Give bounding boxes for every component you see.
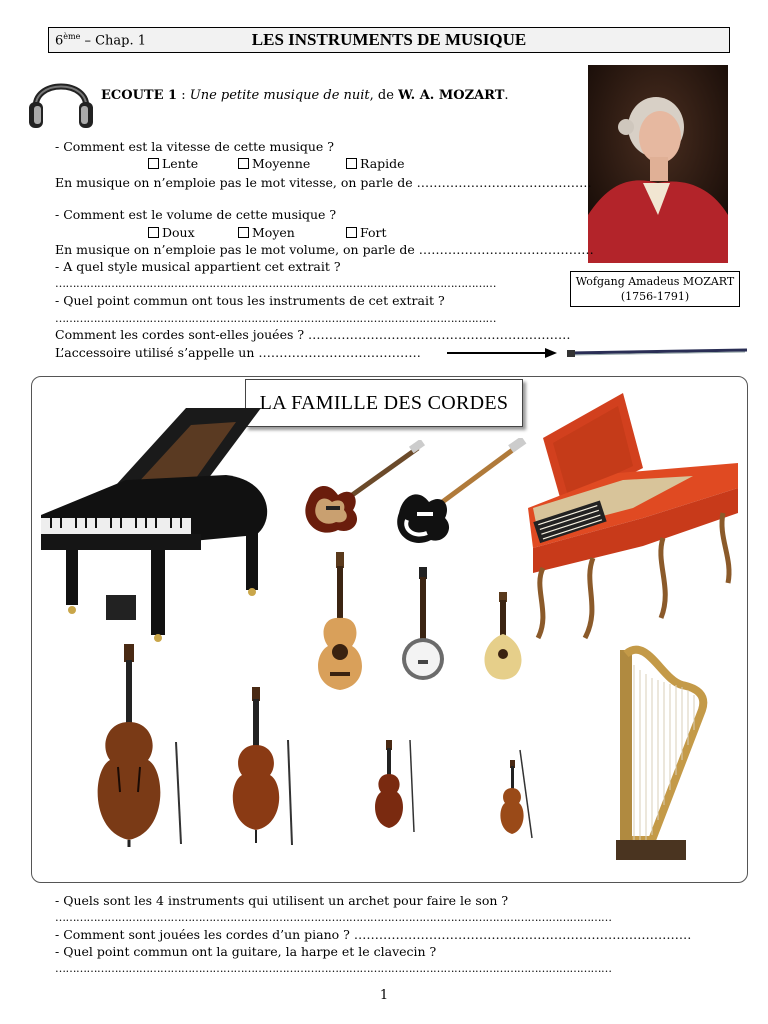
answer-line: ……………………………………………………………………………………………………………… [55, 277, 496, 290]
harpsichord-image [523, 388, 745, 648]
header-bar [48, 27, 730, 53]
answer-line: …………………………………………………………………………………………………………………………………………… [55, 962, 612, 975]
question-bow-instruments: - Quels sont les 4 instruments qui utilisent un archet pour faire le son ? [55, 893, 509, 908]
viola-image [370, 738, 422, 836]
speed-note: En musique on n’emploie pas le mot vitesse, on parle de …………………………………… [55, 175, 592, 190]
banjo-image [398, 565, 448, 683]
page-title: LES INSTRUMENTS DE MUSIQUE [251, 30, 527, 49]
mandolin-image [478, 590, 528, 685]
cello-image [226, 685, 298, 847]
bass-guitar-image [393, 438, 528, 550]
composer-dates: (1756-1791) [620, 290, 690, 303]
acoustic-guitar-image [308, 550, 372, 692]
question-piano-strings: - Comment sont jouées les cordes d’un piano ? ……………………………………………………………………… [55, 927, 692, 942]
arrow-to-bow [445, 345, 755, 361]
violin-image [496, 748, 540, 840]
option-doux[interactable]: Doux [148, 225, 195, 240]
option-lente[interactable]: Lente [148, 156, 198, 171]
question-guitar-harp-harpsichord: - Quel point commun ont la guitare, la harpe et le clavecin ? [55, 944, 437, 959]
question-volume: - Comment est le volume de cette musique ? [55, 207, 337, 222]
answer-line: ……………………………………………………………………………………………………………… [55, 312, 496, 325]
grand-piano-image [36, 400, 276, 645]
mozart-portrait [588, 65, 728, 263]
checkbox[interactable] [238, 227, 249, 238]
checkbox[interactable] [346, 158, 357, 169]
option-fort[interactable]: Fort [346, 225, 387, 240]
question-speed: - Comment est la vitesse de cette musique ? [55, 139, 334, 154]
checkbox[interactable] [238, 158, 249, 169]
option-moyen[interactable]: Moyen [238, 225, 295, 240]
double-bass-image [88, 642, 188, 850]
portrait-caption [570, 271, 740, 307]
option-rapide[interactable]: Rapide [346, 156, 405, 171]
harp-image [612, 640, 712, 868]
ecoute-line: ECOUTE 1 : Une petite musique de nuit, de W. A. MOZART. [101, 88, 509, 103]
checkbox[interactable] [148, 158, 159, 169]
checkbox[interactable] [148, 227, 159, 238]
composer-name: Wofgang Amadeus MOZART [575, 275, 735, 288]
chapter-label: 6ème – Chap. 1 [55, 32, 147, 49]
question-accessory: L’accessoire utilisé s’appelle un ………………………………… [55, 345, 421, 360]
question-common: - Quel point commun ont tous les instruments de cet extrait ? [55, 293, 445, 308]
answer-line: …………………………………………………………………………………………………………………………………………… [55, 911, 612, 924]
checkbox[interactable] [346, 227, 357, 238]
option-moyenne[interactable]: Moyenne [238, 156, 310, 171]
volume-note: En musique on n’emploie pas le mot volume, on parle de …………………………………… [55, 242, 594, 257]
headphones-icon [26, 64, 96, 134]
family-title: LA FAMILLE DES CORDES [245, 379, 523, 427]
page-number: 1 [379, 988, 389, 1003]
question-style: - A quel style musical appartient cet extrait ? [55, 259, 341, 274]
question-strings: Comment les cordes sont-elles jouées ? ……………………………………………………… [55, 327, 571, 342]
